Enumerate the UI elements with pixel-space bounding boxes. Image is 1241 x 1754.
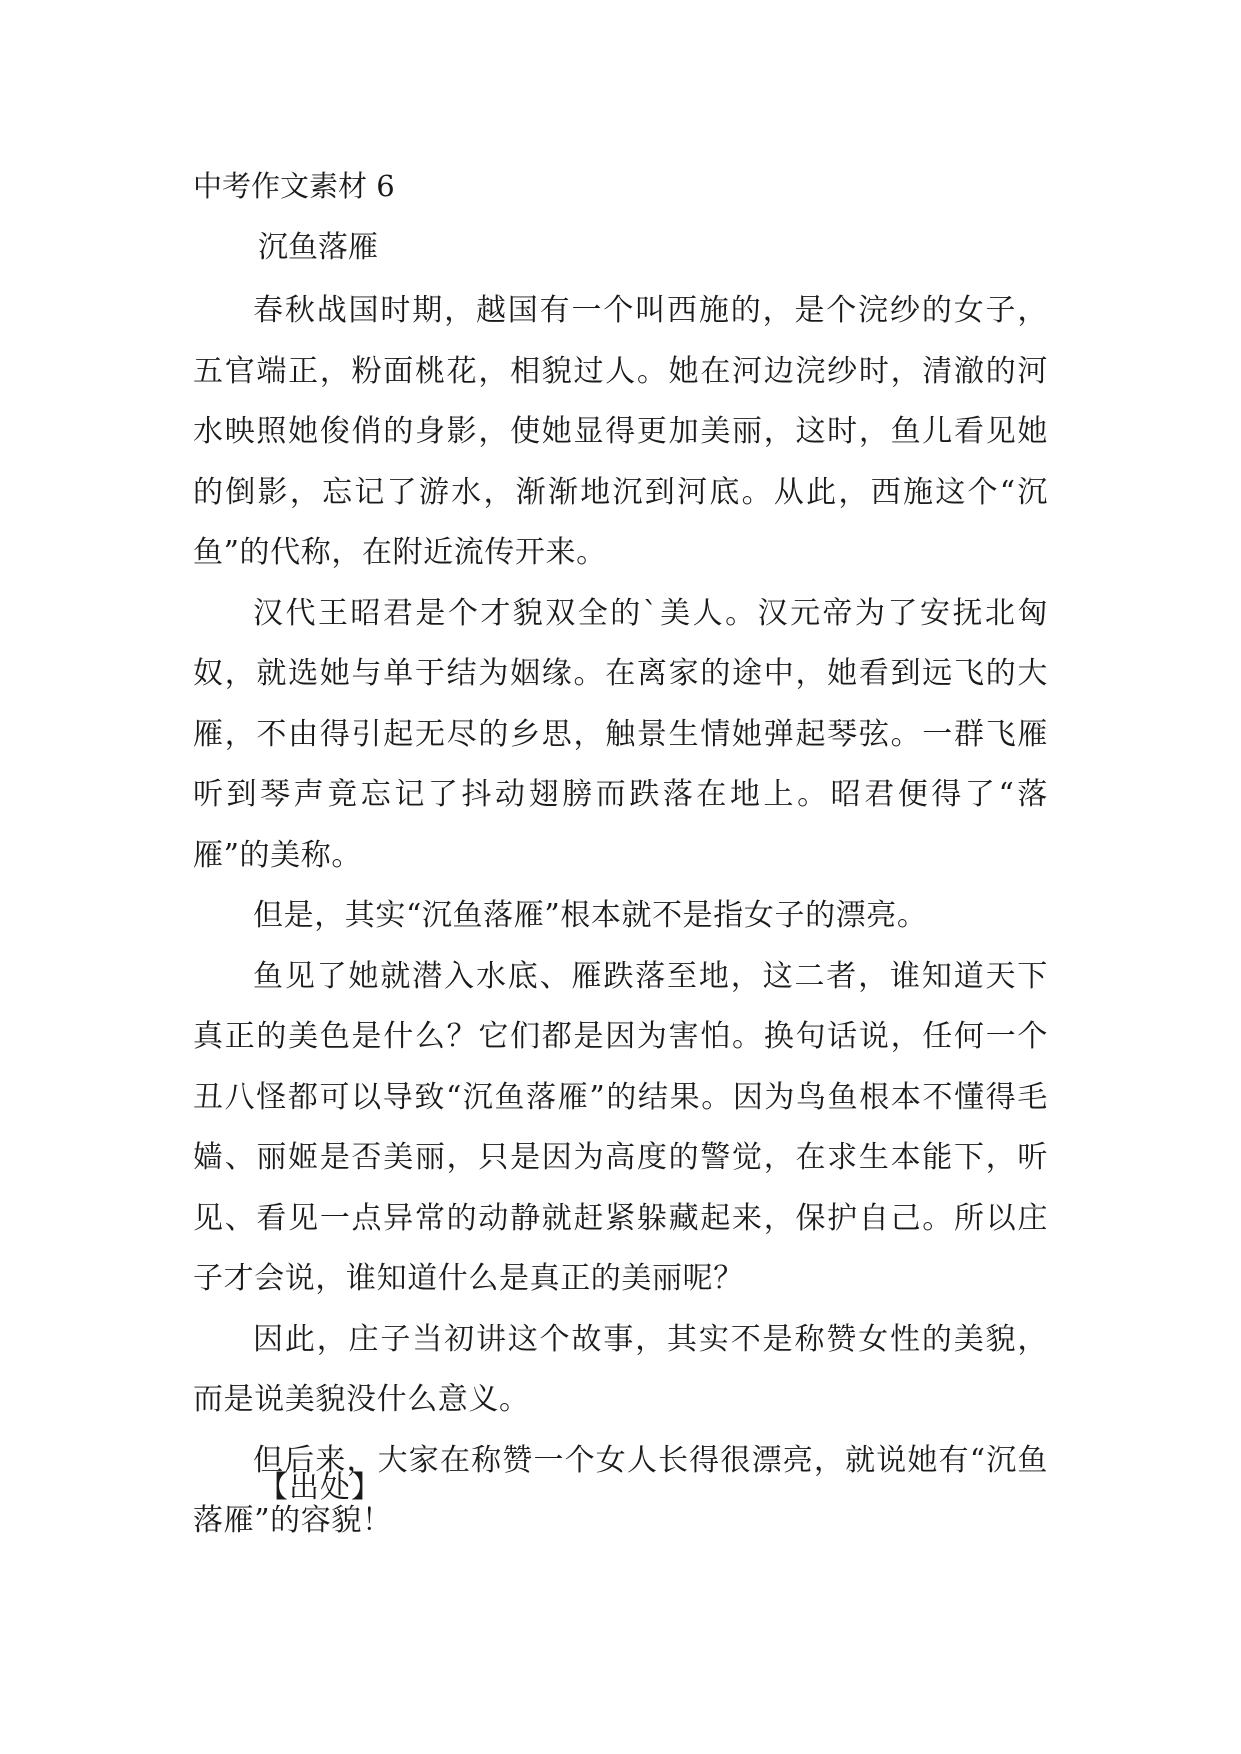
- paragraph-xishi: 春秋战国时期，越国有一个叫西施的，是个浣纱的女子，五官端正，粉面桃花，相貌过人。她在河边浣纱时，清澈的河水映照她俊俏的身影，使她显得更加美丽，这时，鱼儿看见她的倒影，忘记了游水，渐渐地沉到河底。从此，西施这个“沉鱼”的代称，在附近流传开来。: [193, 293, 1048, 570]
- paragraph-explanation: 鱼见了她就潜入水底、雁跌落至地，这二者，谁知道天下真正的美色是什么？它们都是因为害怕。换句话说，任何一个丑八怪都可以导致“沉鱼落雁”的结果。因为鸟鱼根本不懂得毛嫱、丽姬是否美丽，只是因为高度的警觉，在求生本能下，听见、看见一点异常的动静就赶紧躲藏起来，保护自己。所以庄子才会说，谁知道什么是真正的美丽呢？: [193, 958, 1048, 1296]
- document-title: 中考作文素材 6: [193, 169, 395, 203]
- paragraph-wangzhaojun: 汉代王昭君是个才貌双全的`美人。汉元帝为了安抚北匈奴，就选她与单于结为姻缘。在离家的途中，她看到远飞的大雁，不由得引起无尽的乡思，触景生情她弹起琴弦。一群飞雁听到琴声竟忘记了抖动翅膀而跌落在地上。昭君便得了“落雁”的美称。: [193, 595, 1048, 873]
- source-heading: 【出处】: [258, 1470, 382, 1505]
- paragraph-however: 但是，其实“沉鱼落雁”根本就不是指女子的漂亮。: [253, 898, 928, 933]
- article-body: [193, 281, 1048, 1552]
- paragraph-later-usage: 但后来，大家在称赞一个女人长得很漂亮，就说她有“沉鱼落雁”的容貌！: [193, 1442, 1048, 1538]
- article-subtitle: 沉鱼落雁: [258, 230, 378, 265]
- paragraph-zhuangzi: 因此，庄子当初讲这个故事，其实不是称赞女性的美貌，而是说美貌没什么意义。: [193, 1321, 1048, 1417]
